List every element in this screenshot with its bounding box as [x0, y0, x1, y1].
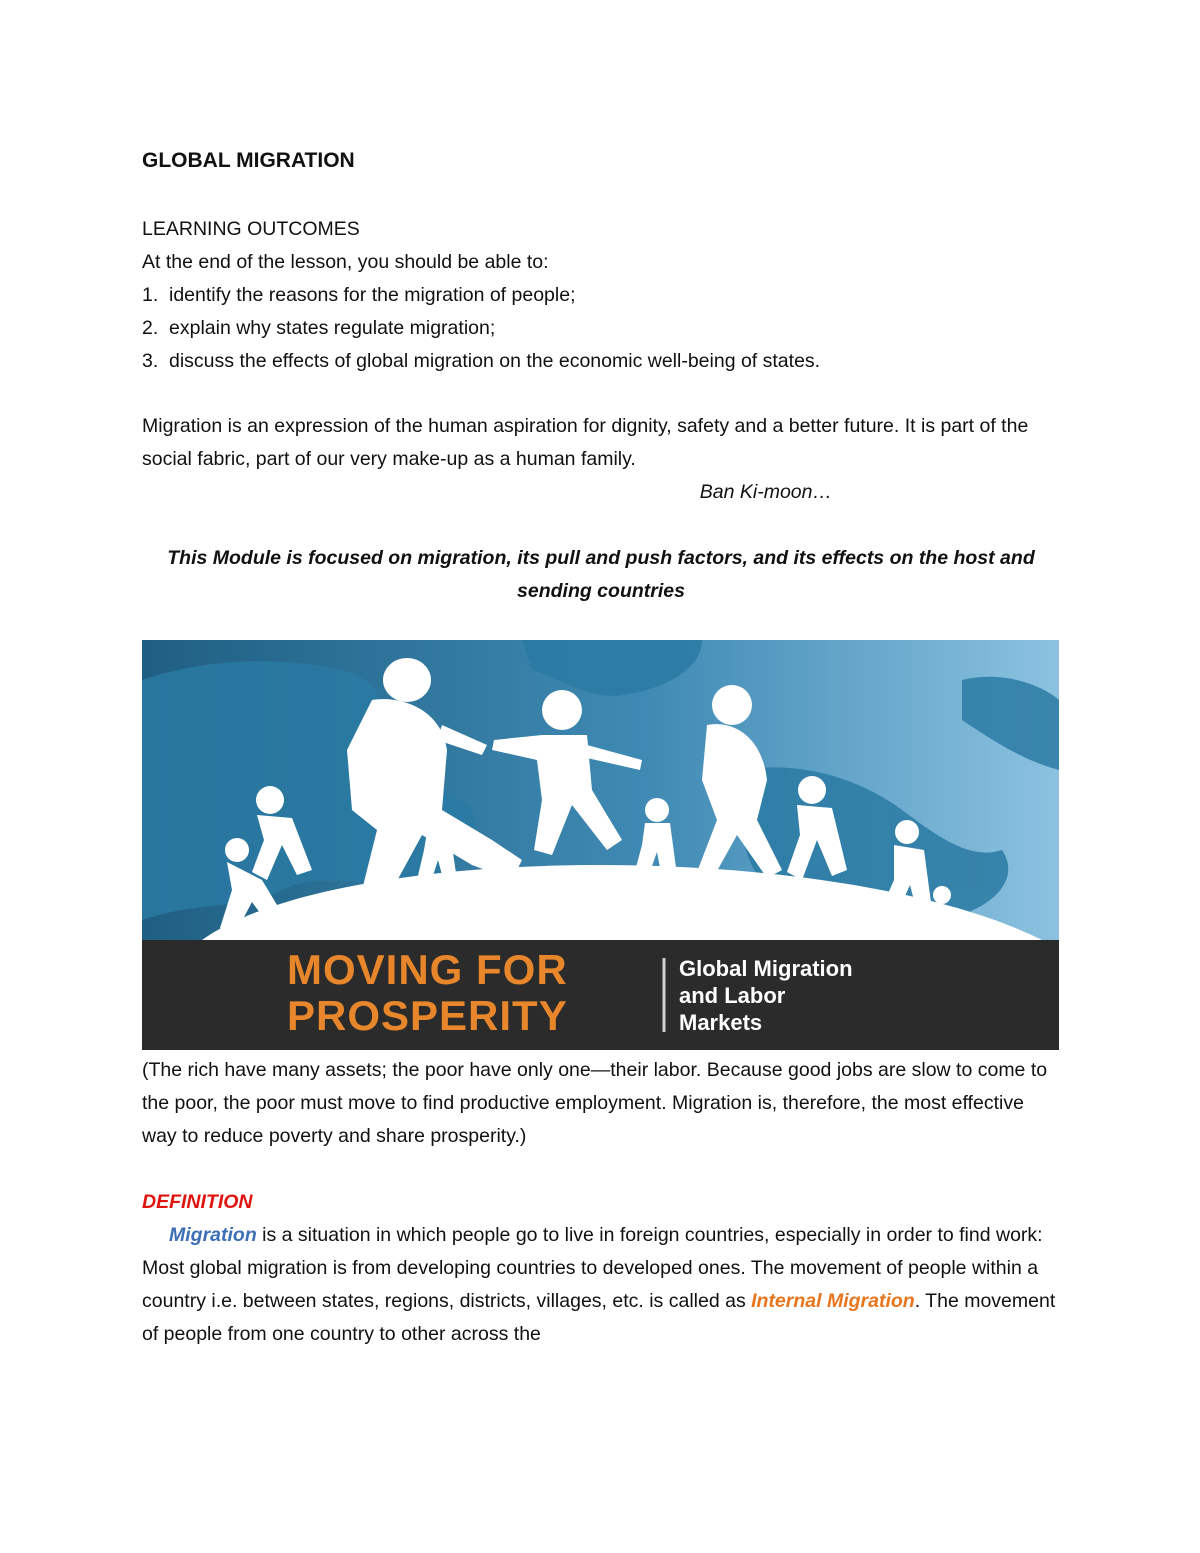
outcome-item: [142, 279, 1062, 312]
term-internal-migration: Internal Migration: [751, 1290, 915, 1312]
quote-text: Migration is an expression of the human aspiration for dignity, safety and a better future. It is part of the social fabric, part of our very make-up as a human family.: [142, 415, 1029, 470]
learning-outcomes-heading: LEARNING OUTCOMES: [142, 218, 360, 240]
outcome-number: 2.: [142, 317, 159, 339]
moving-for-prosperity-banner: [142, 640, 1059, 1050]
module-focus-statement: This Module is focused on migration, its pull and push factors, and its effects on the host and sending countries: [167, 547, 1035, 602]
term-migration: Migration: [169, 1224, 257, 1246]
outcome-number: 3.: [142, 350, 159, 372]
quote-author: Ban Ki-moon…: [699, 481, 832, 503]
definition-paragraph: [142, 1219, 1062, 1351]
definition-heading: DEFINITION: [142, 1191, 253, 1213]
learning-outcomes-intro: At the end of the lesson, you should be able to:: [142, 251, 549, 273]
outcome-number: 1.: [142, 284, 159, 306]
banner-title-band: [142, 940, 1059, 1050]
outcome-text: identify the reasons for the migration of people;: [169, 284, 576, 306]
banner-subtitle-line1: Global Migration: [679, 956, 853, 981]
banner-subtitle-line2: and Labor: [679, 983, 786, 1008]
banner-subtitle-line3: Markets: [679, 1010, 763, 1035]
banner-caption: (The rich have many assets; the poor have only one—their labor. Because good jobs are slow to come to the poor, the poor must move to find productive employment. Migration is, therefore, the most effective way to reduce poverty and share prosperity.): [142, 1059, 1048, 1147]
document-title: GLOBAL MIGRATION: [142, 149, 355, 172]
definition-text-part2: . The movement of people from one country to other across the: [142, 1290, 1056, 1345]
outcome-text: explain why states regulate migration;: [169, 317, 496, 339]
banner-headline-line2: PROSPERITY: [287, 992, 568, 1039]
banner-headline-line1: MOVING FOR: [287, 946, 568, 993]
definition-text-part1: is a situation in which people go to live in foreign countries, especially in order to find work: Most global migration is from developing countries to developed ones. The movement of people within a country i.e. between states, regions, districts, villages, etc. is called as: [142, 1224, 1043, 1312]
outcome-item: [142, 312, 1062, 345]
outcome-item: [142, 345, 1062, 378]
outcome-text: discuss the effects of global migration on the economic well-being of states.: [169, 350, 821, 372]
learning-outcomes-list: [142, 279, 1062, 378]
